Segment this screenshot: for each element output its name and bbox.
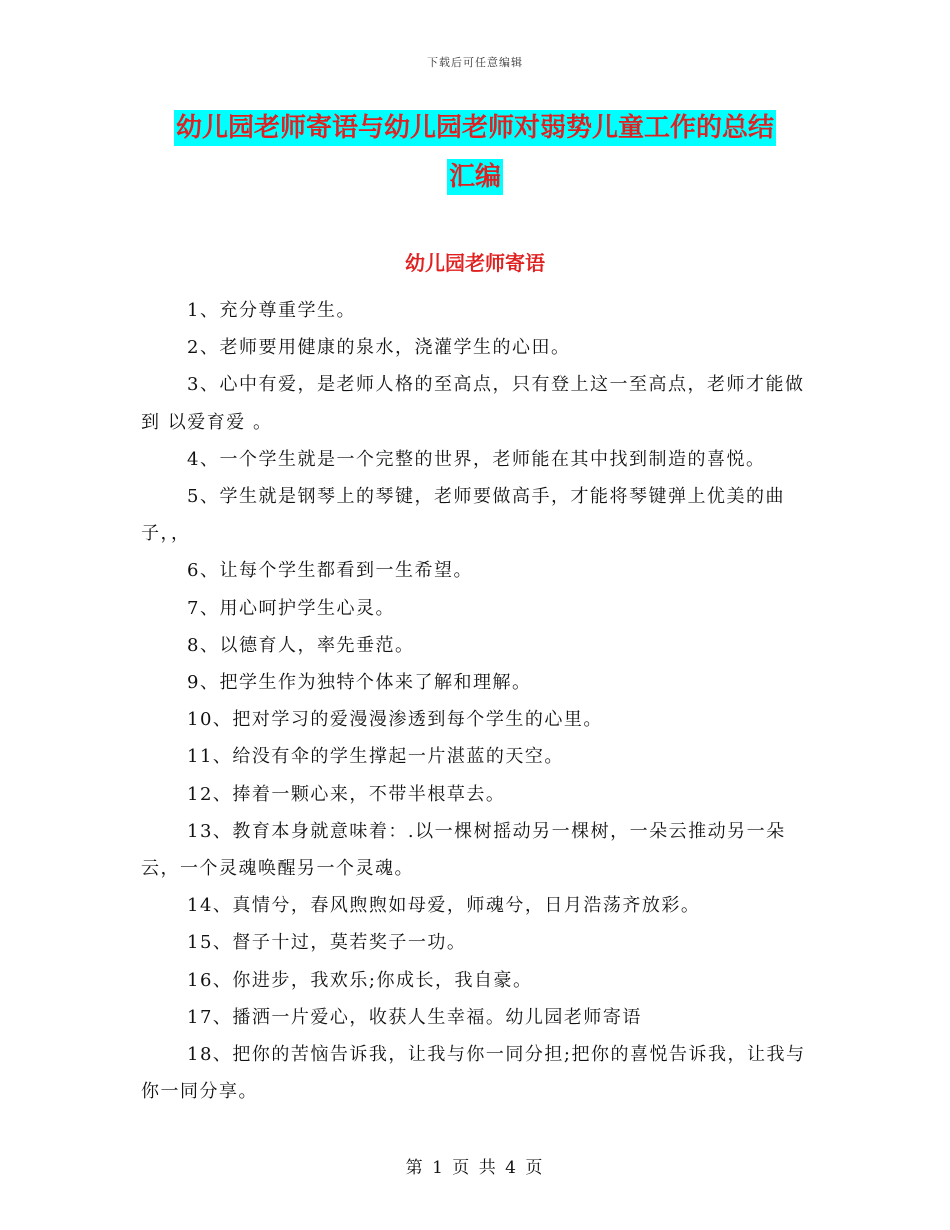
list-item: 8、以德育人，率先垂范。 [187,634,415,656]
list-item: 1、充分尊重学生。 [187,300,356,321]
list-item: 2、老师要用健康的泉水，浇灌学生的心田。 [187,337,571,359]
list-item: 13、教育本身就意味着：.以一棵树摇动另一棵树，一朵云推动另一朵云，一个灵魂唤醒另一个灵魂。 [141,820,786,880]
list-item: 17、播洒一片爱心，收获人生幸福。幼儿园老师寄语 [187,1006,642,1028]
title-line-1: 幼儿园老师寄语与幼儿园老师对弱势儿童工作的总结 [174,110,776,146]
page-header: 下载后可任意编辑 [427,56,523,69]
list-item: 11、给没有伞的学生撑起一片湛蓝的天空。 [187,746,564,768]
list-item: 15、督子十过，莫若奖子一功。 [187,932,467,954]
list-item: 6、让每个学生都看到一生希望。 [187,560,473,582]
list-item: 9、把学生作为独特个体来了解和理解。 [187,672,532,694]
list-item: 18、把你的苦恼告诉我，让我与你一同分担;把你的喜悦告诉我，让我与你一同分享。 [141,1044,806,1103]
content-list [141,292,821,1110]
list-item: 12、捧着一颗心来，不带半根草去。 [187,783,506,805]
list-item: 16、你进步，我欢乐;你成长，我自豪。 [187,969,533,991]
list-item: 5、学生就是钢琴上的琴键，老师要做高手，才能将琴键弹上优美的曲子，， [141,486,785,545]
section-title: 幼儿园老师寄语 [405,251,545,275]
document-title [0,110,950,195]
page-footer: 第 1 页 共 4 页 [405,1158,545,1178]
list-item: 3、心中有爱，是老师人格的至高点，只有登上这一至高点，老师才能做到 以爱育爱 。 [141,374,805,433]
list-item: 10、把对学习的爱漫漫渗透到每个学生的心里。 [187,709,603,731]
list-item: 7、用心呵护学生心灵。 [187,597,395,619]
list-item: 4、一个学生就是一个完整的世界，老师能在其中找到制造的喜悦。 [187,448,766,470]
title-line-2: 汇编 [447,159,503,195]
list-item: 14、真情兮，春风煦煦如母爱，师魂兮，日月浩荡齐放彩。 [187,895,701,917]
